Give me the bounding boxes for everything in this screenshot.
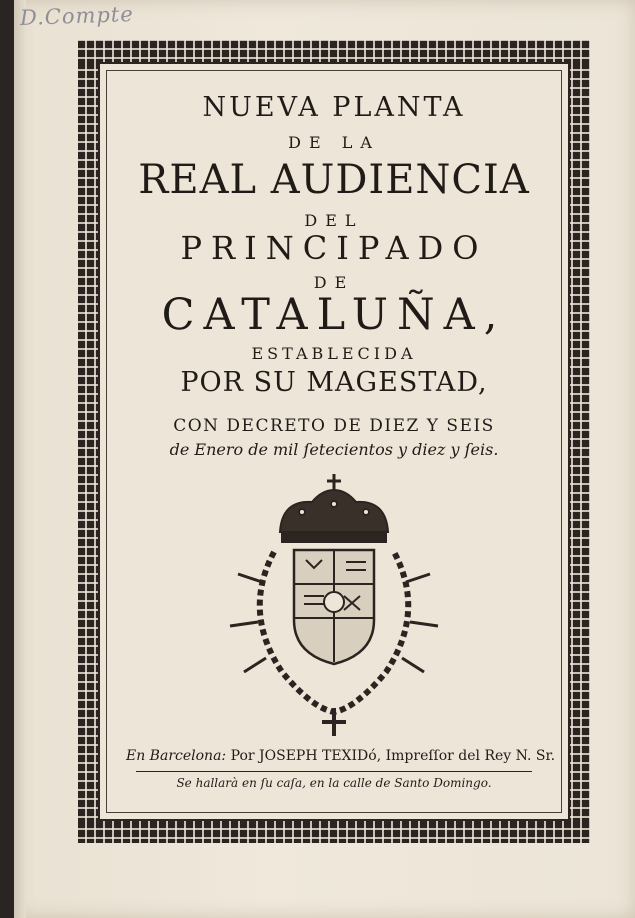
title-line-8: ESTABLECIDA bbox=[251, 344, 417, 363]
sold-at-line: Se hallarà en ſu caſa, en la calle de Santo Domingo. bbox=[176, 776, 492, 790]
imprint-rule bbox=[136, 771, 532, 772]
title-line-9: POR SU MAGESTAD, bbox=[180, 367, 488, 398]
imprint-line bbox=[126, 748, 556, 764]
title-line-4: DEL bbox=[304, 211, 364, 230]
title-line-6: DE bbox=[313, 273, 355, 292]
title-line-5: PRINCIPADO bbox=[180, 229, 488, 267]
page-edge bbox=[14, 0, 26, 918]
title-line-1: NUEVA PLANTA bbox=[202, 92, 466, 123]
imprint-place: En Barcelona: bbox=[126, 748, 227, 764]
title-line-2: DE LA bbox=[288, 133, 380, 152]
title-line-7: CATALUÑA, bbox=[161, 290, 507, 340]
imprint-printer: Por JOSEPH TEXIDó, Impreſſor del Rey N. Sr. bbox=[230, 748, 556, 764]
royal-coat-of-arms-icon bbox=[222, 472, 446, 740]
handwritten-note: D.Compte bbox=[19, 2, 135, 30]
title-line-10: CON DECRETO DE DIEZ Y SEIS bbox=[173, 416, 495, 436]
title-line-11: de Enero de mil ſetecientos y diez y ſeis. bbox=[169, 440, 499, 459]
title-line-3: REAL AUDIENCIA bbox=[138, 157, 530, 203]
